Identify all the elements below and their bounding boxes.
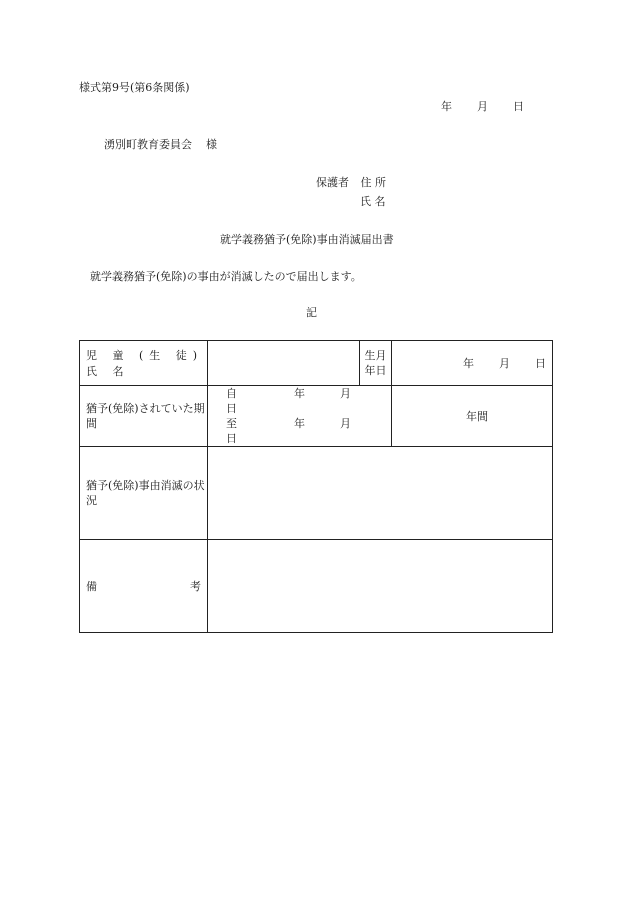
ki-marker: 記 bbox=[306, 306, 317, 319]
remarks-label-first: 備 bbox=[86, 580, 97, 593]
submission-date bbox=[441, 98, 524, 114]
document-title: 就学義務猶予(免除)事由消滅届出書 bbox=[220, 233, 394, 246]
date-day-label: 日 bbox=[513, 100, 524, 113]
period-from-month: 月 bbox=[340, 387, 351, 400]
birth-day-label: 日 bbox=[535, 357, 546, 370]
guardian-label: 保護者 bbox=[316, 176, 349, 189]
remarks-label-second: 考 bbox=[190, 580, 201, 593]
remarks-field[interactable] bbox=[208, 540, 553, 633]
form-number: 様式第9号(第6条関係) bbox=[79, 81, 190, 94]
guardian-name-line bbox=[360, 193, 386, 209]
period-to-month: 月 bbox=[340, 417, 351, 430]
table-row-status bbox=[80, 447, 553, 540]
period-label-cell bbox=[80, 386, 208, 447]
form-table bbox=[79, 340, 553, 633]
child-name-label: 児 童 (生 徒) 氏 名 bbox=[86, 349, 204, 378]
period-to-year: 年 bbox=[294, 417, 305, 430]
status-field[interactable] bbox=[208, 447, 553, 540]
child-name-field[interactable] bbox=[208, 341, 360, 386]
period-label: 猶予(免除)されていた期間 bbox=[86, 402, 205, 430]
period-from-prefix: 自 bbox=[226, 387, 237, 400]
remarks-label bbox=[86, 578, 207, 594]
period-to-line bbox=[208, 416, 391, 446]
addressee-name: 湧別町教育委員会 bbox=[104, 138, 192, 151]
birth-label-line2: 年日 bbox=[364, 364, 387, 377]
addressee bbox=[104, 136, 217, 152]
remarks-label-cell bbox=[80, 540, 208, 633]
birth-label-line1: 生月 bbox=[364, 349, 387, 362]
period-to-day: 日 bbox=[226, 432, 237, 445]
birth-label-cell bbox=[360, 341, 392, 386]
period-from-line bbox=[208, 386, 391, 416]
period-to-prefix: 至 bbox=[226, 417, 237, 430]
document-body: 就学義務猶予(免除)の事由が消滅したので届出します。 bbox=[90, 270, 362, 283]
period-from-year: 年 bbox=[294, 387, 305, 400]
table-row-remarks bbox=[80, 540, 553, 633]
birth-month-label: 月 bbox=[499, 357, 510, 370]
table-row-child bbox=[80, 341, 553, 386]
table-row-period bbox=[80, 386, 553, 447]
status-label-cell bbox=[80, 447, 208, 540]
birth-date-field[interactable] bbox=[392, 341, 553, 386]
guardian-address-label: 住 所 bbox=[360, 176, 386, 189]
guardian-address-line bbox=[316, 174, 386, 190]
addressee-honorific: 様 bbox=[206, 138, 217, 151]
date-month-label: 月 bbox=[477, 100, 488, 113]
birth-year-label: 年 bbox=[463, 357, 474, 370]
period-dates-field[interactable] bbox=[208, 386, 392, 447]
status-label: 猶予(免除)事由消滅の状況 bbox=[86, 479, 205, 507]
guardian-name-label: 氏 名 bbox=[360, 195, 386, 208]
period-years-field[interactable] bbox=[392, 386, 553, 447]
period-from-day: 日 bbox=[226, 402, 237, 415]
period-years-label: 年間 bbox=[466, 410, 488, 423]
child-name-label-cell bbox=[80, 341, 208, 386]
date-year-label: 年 bbox=[441, 100, 452, 113]
